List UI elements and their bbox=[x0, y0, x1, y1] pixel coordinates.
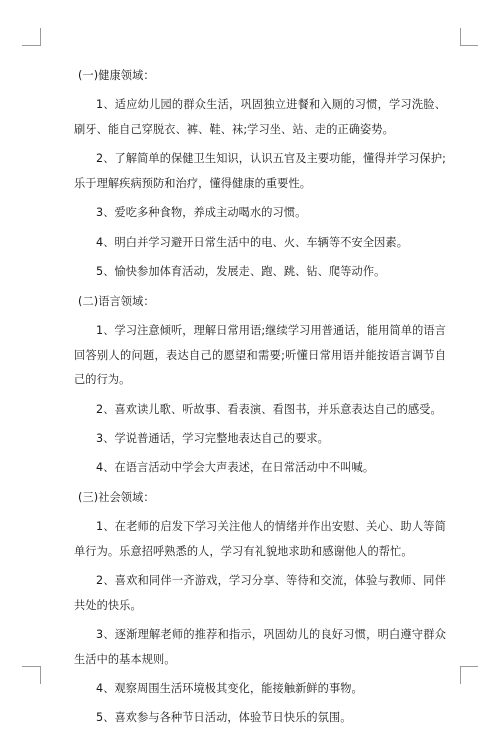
social-item-3: 3、逐渐理解老师的推荐和指示，巩固幼儿的良好习惯，明白遵守群众生活中的基本规则。 bbox=[74, 628, 446, 666]
language-item-4: 4、在语言活动中学会大声表述，在日常活动中不叫喊。 bbox=[96, 461, 375, 475]
health-item-1: 1、适应幼儿园的群众生活，巩固独立进餐和入厕的习惯，学习洗脸、刷牙、能自己穿脱衣、裤、鞋、袜;学习坐、站、走的正确姿势。 bbox=[74, 98, 446, 136]
social-item-4: 4、观察周围生活环境极其变化，能接触新鲜的事物。 bbox=[96, 682, 363, 696]
language-item-1: 1、学习注意倾听，理解日常用语;继续学习用普通话，能用简单的语言回答别人的问题，表达自己的愿望和需要;听懂日常用语并能按语言调节自己的行为。 bbox=[74, 323, 446, 387]
crop-mark-bottom-right-horizontal bbox=[460, 666, 478, 667]
social-item-1: 1、在老师的启发下学习关注他人的情绪并作出安慰、关心、助人等简单行为。乐意招呼熟悉的人，学习有礼貌地求助和感谢他人的帮忙。 bbox=[74, 520, 446, 558]
health-item-4: 4、明白并学习避开日常生活中的电、火、车辆等不安全因素。 bbox=[96, 235, 408, 249]
crop-mark-bottom-left-vertical bbox=[40, 666, 41, 684]
crop-mark-bottom-left-horizontal bbox=[22, 666, 40, 667]
crop-mark-top-right-horizontal bbox=[460, 45, 478, 46]
health-item-2: 2、了解简单的保健卫生知识，认识五官及主要功能，懂得并学习保护;乐于理解疾病预防和治疗，懂得健康的重要性。 bbox=[74, 152, 446, 190]
social-item-2: 2、喜欢和同伴一齐游戏，学习分享、等待和交流，体验与教师、同伴共处的快乐。 bbox=[74, 574, 446, 612]
section-heading-social: (三)社会领域： bbox=[78, 490, 155, 504]
crop-mark-top-left-vertical bbox=[40, 28, 41, 46]
health-item-5: 5、愉快参加体育活动，发展走、跑、跳、钻、爬等动作。 bbox=[96, 265, 386, 279]
health-item-3: 3、爱吃多种食物，养成主动喝水的习惯。 bbox=[96, 206, 307, 220]
section-heading-language: (二)语言领域： bbox=[78, 294, 155, 308]
crop-mark-top-right-vertical bbox=[460, 28, 461, 46]
crop-mark-bottom-right-vertical bbox=[460, 666, 461, 684]
crop-mark-top-left-horizontal bbox=[22, 45, 40, 46]
social-item-5: 5、喜欢参与各种节日活动，体验节日快乐的氛围。 bbox=[96, 711, 352, 725]
language-item-2: 2、喜欢读儿歌、听故事、看表演、看图书，并乐意表达自己的感受。 bbox=[96, 402, 442, 416]
language-item-3: 3、学说普通话，学习完整地表达自己的要求。 bbox=[96, 431, 329, 445]
section-heading-health: (一)健康领域： bbox=[78, 69, 155, 82]
document-body bbox=[74, 64, 446, 736]
